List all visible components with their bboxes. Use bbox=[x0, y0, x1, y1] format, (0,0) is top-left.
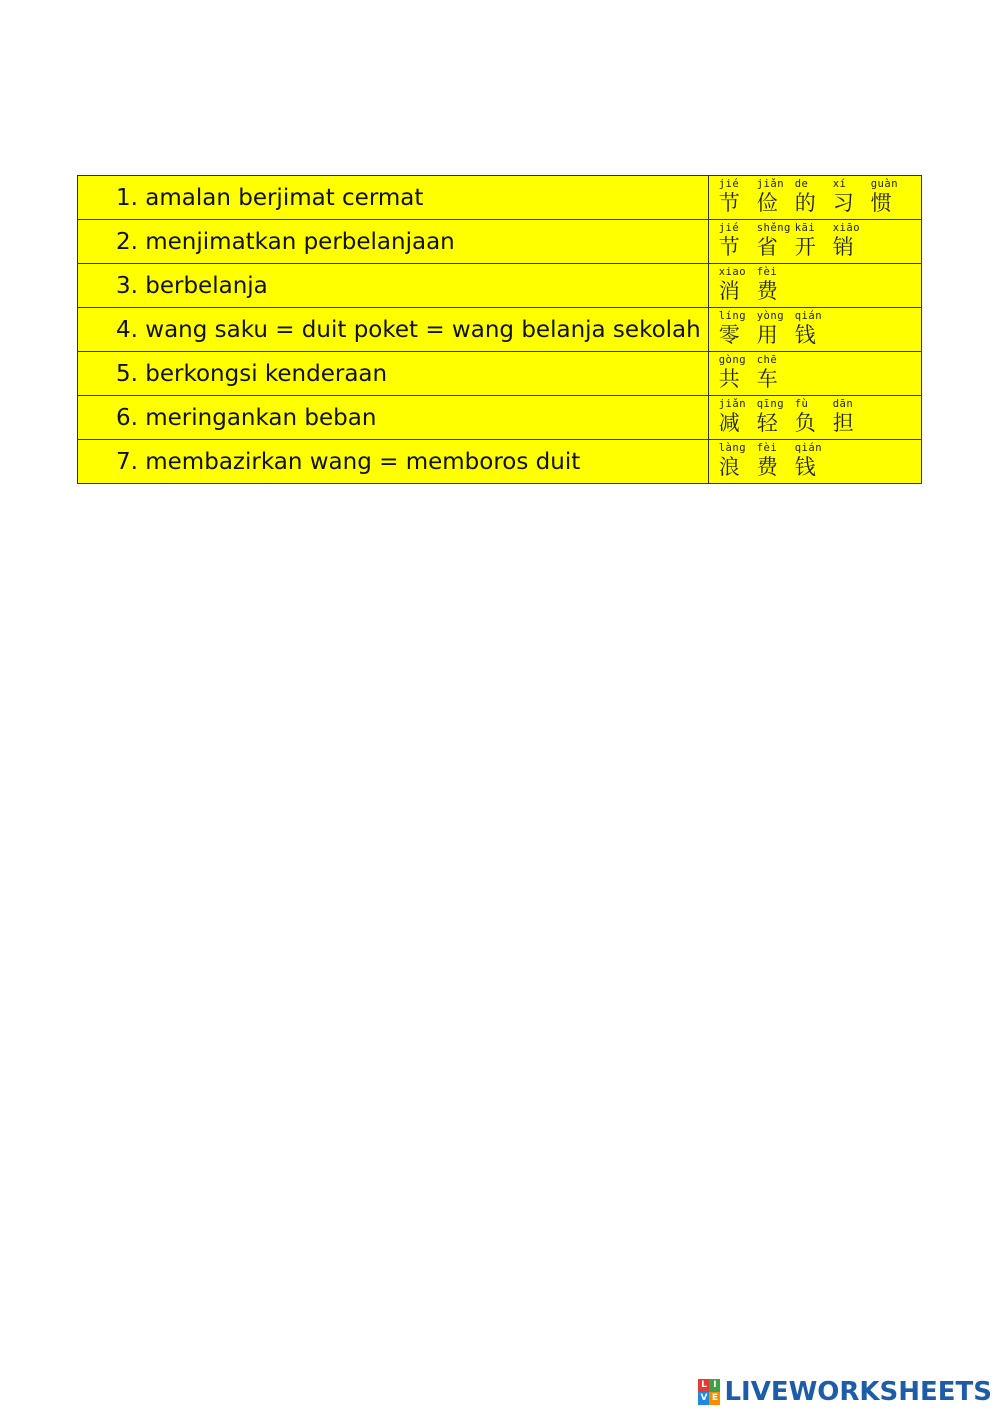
pinyin-syllable: gòng bbox=[718, 353, 747, 366]
pinyin-syllable: xiāo bbox=[832, 221, 861, 234]
hanzi-character: 轻 bbox=[756, 410, 778, 435]
pinyin-line bbox=[719, 310, 833, 322]
hanzi-character: 俭 bbox=[756, 190, 778, 215]
pinyin-syllable: fèi bbox=[756, 265, 778, 278]
malay-term: 1. amalan berjimat cermat bbox=[78, 176, 709, 220]
pinyin-syllable: yòng bbox=[756, 309, 785, 322]
pinyin-line bbox=[719, 398, 871, 410]
pinyin-syllable: qián bbox=[794, 309, 823, 322]
hanzi-character: 钱 bbox=[794, 322, 816, 347]
hanzi-character: 减 bbox=[718, 410, 740, 435]
hanzi-character: 节 bbox=[718, 190, 740, 215]
malay-term: 7. membazirkan wang = memboros duit bbox=[78, 440, 709, 484]
hanzi-line bbox=[719, 322, 833, 348]
pinyin-line bbox=[719, 178, 909, 190]
pinyin-line bbox=[719, 354, 795, 366]
pinyin-syllable: chē bbox=[756, 353, 778, 366]
malay-term: 4. wang saku = duit poket = wang belanja sekolah bbox=[78, 308, 709, 352]
chinese-term bbox=[708, 220, 921, 264]
table-row bbox=[78, 264, 922, 308]
hanzi-line bbox=[719, 410, 871, 436]
pinyin-line bbox=[719, 442, 833, 454]
table-row bbox=[78, 396, 922, 440]
logo-mark-icon bbox=[698, 1379, 720, 1405]
pinyin-syllable: líng bbox=[718, 309, 747, 322]
hanzi-line bbox=[719, 190, 909, 216]
hanzi-character: 节 bbox=[718, 234, 740, 259]
logo-letter: I bbox=[709, 1379, 720, 1392]
pinyin-syllable: xí bbox=[832, 177, 847, 190]
pinyin-syllable: xiao bbox=[718, 265, 747, 278]
pinyin-syllable: de bbox=[794, 177, 809, 190]
logo-letter: L bbox=[698, 1379, 709, 1392]
malay-term: 6. meringankan beban bbox=[78, 396, 709, 440]
pinyin-syllable: làng bbox=[718, 441, 747, 454]
pinyin-syllable: fèi bbox=[756, 441, 778, 454]
malay-term: 3. berbelanja bbox=[78, 264, 709, 308]
chinese-term bbox=[708, 176, 921, 220]
pinyin-line bbox=[719, 222, 871, 234]
pinyin-syllable: qīng bbox=[756, 397, 785, 410]
pinyin-syllable: qián bbox=[794, 441, 823, 454]
table-row bbox=[78, 440, 922, 484]
hanzi-character: 车 bbox=[756, 366, 778, 391]
logo-letter: V bbox=[698, 1392, 709, 1405]
pinyin-syllable: shěng bbox=[756, 221, 791, 234]
malay-term: 5. berkongsi kenderaan bbox=[78, 352, 709, 396]
hanzi-line bbox=[719, 278, 795, 304]
brand-name: LIVEWORKSHEETS bbox=[724, 1377, 992, 1407]
malay-term: 2. menjimatkan perbelanjaan bbox=[78, 220, 709, 264]
hanzi-character: 开 bbox=[794, 234, 816, 259]
vocabulary-table bbox=[77, 175, 922, 484]
pinyin-syllable: jié bbox=[718, 221, 740, 234]
hanzi-character: 费 bbox=[756, 278, 778, 303]
hanzi-character: 习 bbox=[832, 190, 854, 215]
hanzi-character: 钱 bbox=[794, 454, 816, 479]
hanzi-character: 零 bbox=[718, 322, 740, 347]
table-row bbox=[78, 308, 922, 352]
hanzi-character: 费 bbox=[756, 454, 778, 479]
chinese-term bbox=[708, 264, 921, 308]
pinyin-syllable: jié bbox=[718, 177, 740, 190]
liveworksheets-logo[interactable] bbox=[698, 1377, 992, 1407]
pinyin-syllable: dān bbox=[832, 397, 854, 410]
hanzi-character: 负 bbox=[794, 410, 816, 435]
hanzi-character: 浪 bbox=[718, 454, 740, 479]
hanzi-line bbox=[719, 366, 795, 392]
pinyin-syllable: guàn bbox=[870, 177, 899, 190]
hanzi-character: 用 bbox=[756, 322, 778, 347]
hanzi-character: 共 bbox=[718, 366, 740, 391]
chinese-term bbox=[708, 396, 921, 440]
pinyin-syllable: jiǎn bbox=[756, 177, 785, 190]
pinyin-line bbox=[719, 266, 795, 278]
hanzi-character: 的 bbox=[794, 190, 816, 215]
logo-letter: E bbox=[709, 1392, 720, 1405]
hanzi-character: 惯 bbox=[870, 190, 892, 215]
chinese-term bbox=[708, 308, 921, 352]
table-row bbox=[78, 352, 922, 396]
table-row bbox=[78, 220, 922, 264]
chinese-term bbox=[708, 352, 921, 396]
pinyin-syllable: fù bbox=[794, 397, 809, 410]
hanzi-line bbox=[719, 234, 871, 260]
hanzi-character: 消 bbox=[718, 278, 740, 303]
hanzi-character: 销 bbox=[832, 234, 854, 259]
chinese-term bbox=[708, 440, 921, 484]
hanzi-line bbox=[719, 454, 833, 480]
table-row bbox=[78, 176, 922, 220]
hanzi-character: 省 bbox=[756, 234, 778, 259]
pinyin-syllable: kāi bbox=[794, 221, 816, 234]
hanzi-character: 担 bbox=[832, 410, 854, 435]
pinyin-syllable: jiǎn bbox=[718, 397, 747, 410]
